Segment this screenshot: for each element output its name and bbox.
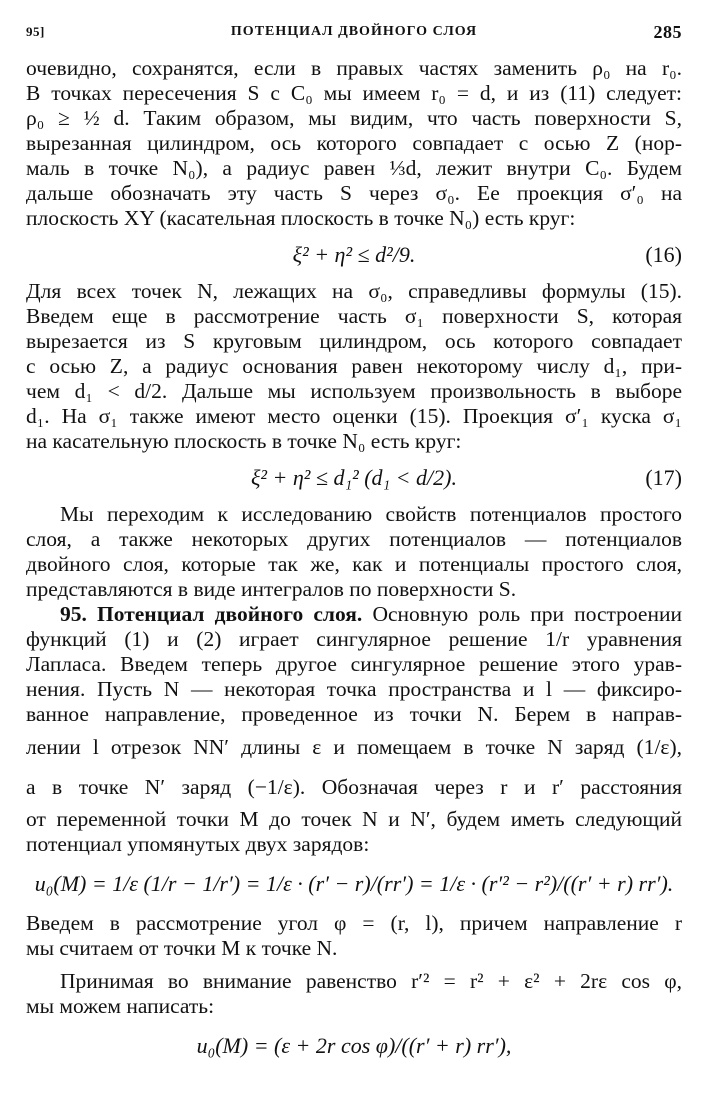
text-line: маль в точке N₀), а радиус равен ⅓d, лежит внутри C₀. Будем — [26, 156, 682, 180]
text-line: от переменной точки M до точек N и N′, будем иметь следующий — [26, 807, 682, 831]
text-line: представляются в виде интегралов по поверхности S. — [26, 577, 517, 601]
text-line: Лапласа. Введем теперь другое сингулярное решение этого урав- — [26, 652, 682, 676]
text-line: ванное направление, проведенное из точки N. Берем в направ- — [26, 702, 682, 726]
formula-16-expression: ξ² + η² ≤ d²/9. — [292, 242, 416, 267]
formula-u0-expression: u₀(M) = 1/ε (1/r − 1/r′) = 1/ε · (r′ − r)/(rr′) = 1/ε · (r′² − r²)/((r′ + r) rr′). — [34, 871, 674, 896]
text-line: потенциал упомянутых двух зарядов: — [26, 832, 370, 856]
formula-last-expression: u₀(M) = (ε + 2r cos φ)/((r′ + r) rr′), — [196, 1033, 512, 1058]
text-line: плоскость XY (касательная плоскость в точке N₀) есть круг: — [26, 206, 576, 230]
text-line: двойного слоя, которые так же, как и потенциалы простого слоя, — [26, 552, 682, 576]
text-line: с осью Z, а радиус основания равен некоторому числу d₁, при- — [26, 354, 682, 378]
text-line: мы можем написать: — [26, 994, 215, 1018]
text-line: нения. Пусть N — некоторая точка пространства и l — фиксиро- — [26, 677, 682, 701]
formula-16-number: (16) — [645, 242, 682, 267]
text-line: Принимая во внимание равенство r′² = r² + ε² + 2rε cos φ, — [60, 969, 682, 993]
text-line: ρ₀ ≥ ½ d. Таким образом, мы видим, что часть поверхности S, — [26, 106, 682, 130]
text-line: d₁. На σ₁ также имеют место оценки (15). Проекция σ′₁ куска σ₁ — [26, 404, 682, 428]
text-line: мы считаем от точки M к точке N. — [26, 936, 338, 960]
text-line: дальше обозначать эту часть S через σ₀. Ее проекция σ′₀ на — [26, 181, 682, 205]
text-line: а в точке N′ заряд (−1/ε). Обозначая через r и r′ расстояния — [26, 775, 682, 799]
page-body — [26, 56, 682, 1073]
text-line: функций (1) и (2) играет сингулярное решение 1/r уравнения — [26, 627, 682, 651]
text-line: Введем в рассмотрение угол φ = (r, l), причем направление r — [26, 911, 682, 935]
section-95-first-line — [26, 602, 682, 627]
formula-16 — [26, 231, 682, 279]
formula-17-expression: ξ² + η² ≤ d₁² (d₁ < d/2). — [251, 465, 457, 490]
text-line: Для всех точек N, лежащих на σ₀, справедливы формулы (15). — [26, 279, 682, 303]
formula-17 — [26, 454, 682, 502]
text-line: вырезается из S круговым цилиндром, ось которого совпадает — [26, 329, 682, 353]
text-line: чем d₁ < d/2. Дальше мы используем произвольность в выборе — [26, 379, 682, 403]
formula-u0 — [26, 857, 682, 911]
section-marker: 95] — [26, 24, 45, 39]
text-line: лении l отрезок NN′ длины ε и помещаем в точке N заряд (1/ε), — [26, 735, 682, 759]
text-line: Введем еще в рассмотрение часть σ₁ поверхности S, которая — [26, 304, 682, 328]
page-number: 285 — [653, 22, 682, 42]
formula-last — [26, 1019, 682, 1073]
text-line: вырезанная цилиндром, ось которого совпадает с осью Z (нор- — [26, 131, 682, 155]
text-line: Мы переходим к исследованию свойств потенциалов простого — [60, 502, 682, 526]
text-line: Основную роль при построении — [372, 602, 682, 626]
text-line: слоя, а также некоторых других потенциалов — потенциалов — [26, 527, 682, 551]
formula-17-number: (17) — [645, 465, 682, 490]
text-line: очевидно, сохранятся, если в правых частях заменить ρ₀ на r₀. — [26, 56, 682, 80]
running-header — [26, 20, 682, 56]
running-title: ПОТЕНЦИАЛ ДВОЙНОГО СЛОЯ — [230, 24, 478, 39]
text-line: В точках пересечения S с C₀ мы имеем r₀ = d, и из (11) следует: — [26, 81, 682, 105]
text-line: на касательную плоскость в точке N₀ есть круг: — [26, 429, 462, 453]
section-95-heading: 95. Потенциал двойного слоя. — [60, 602, 363, 626]
